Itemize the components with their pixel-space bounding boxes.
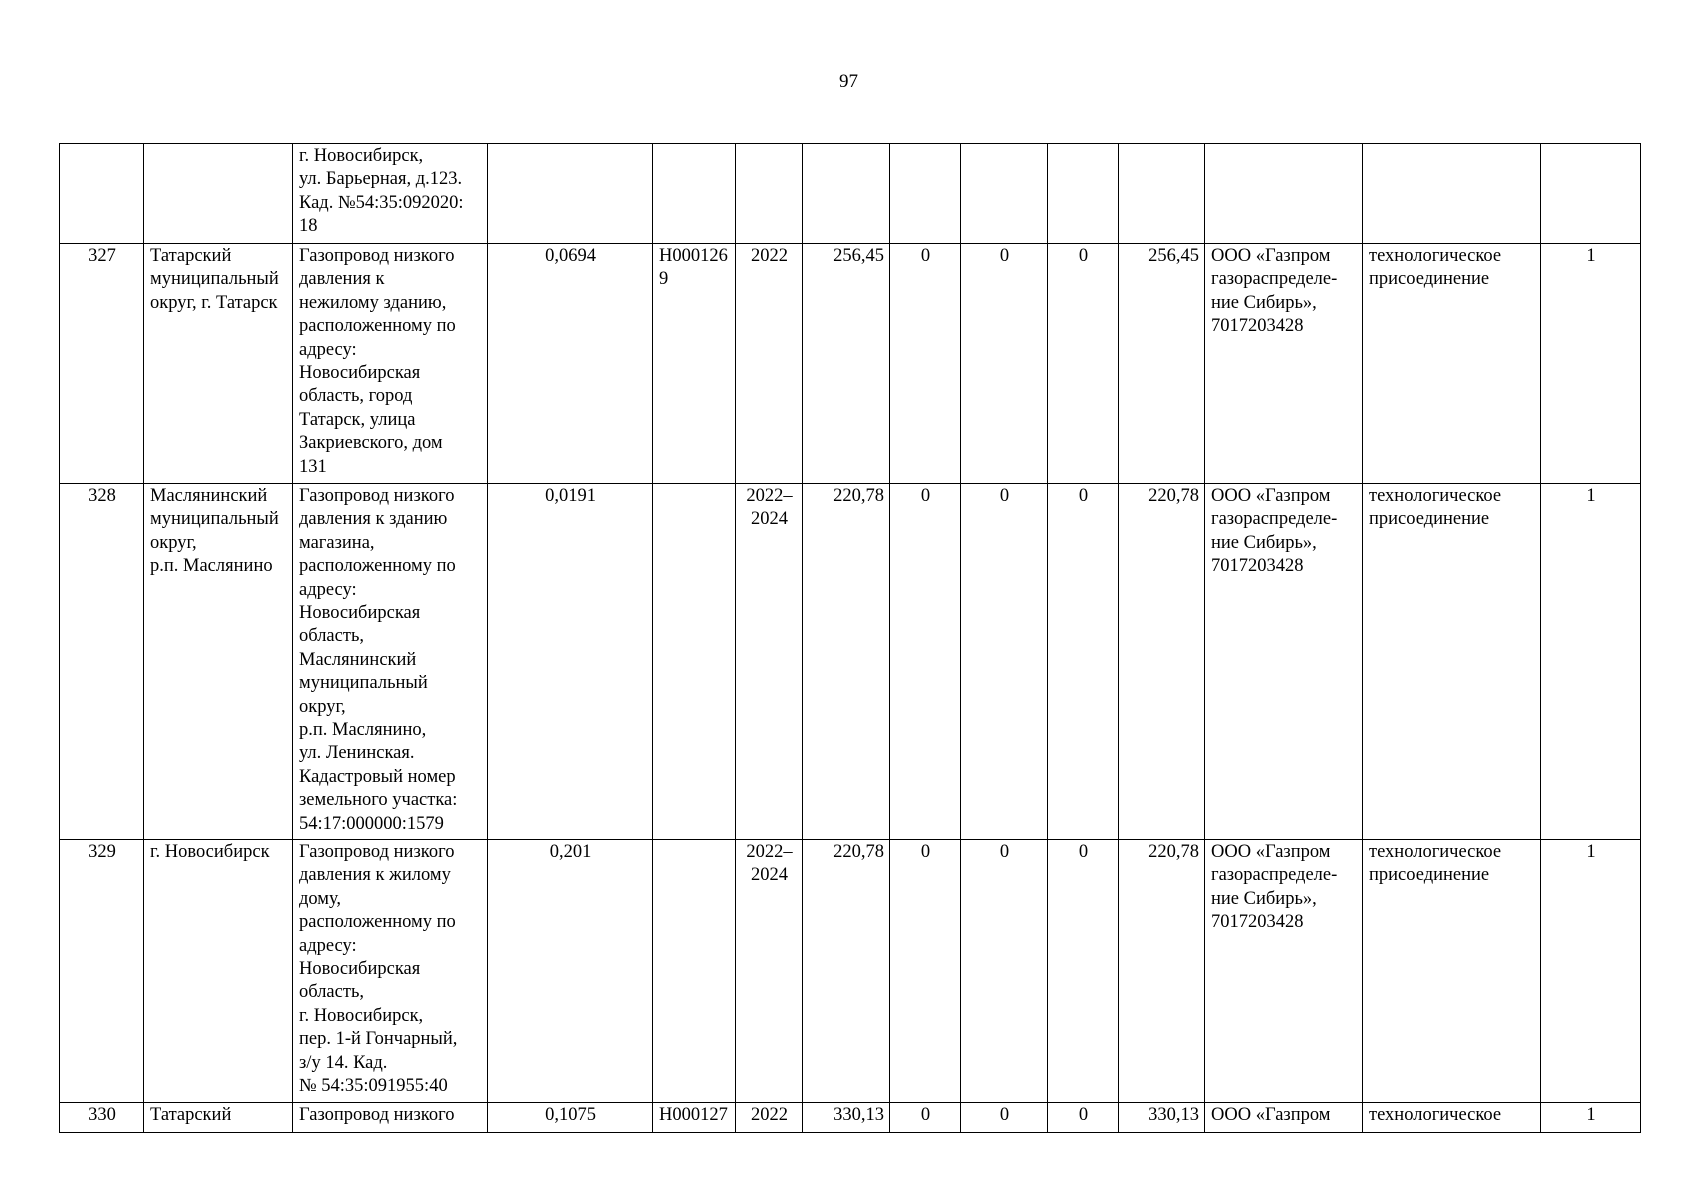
cell-organization-line: газораспределе- [1211, 865, 1338, 886]
cell-organization-line: 7017203428 [1211, 556, 1304, 577]
cell-length: 0,0191 [488, 484, 653, 840]
cell-description-line: область, [299, 982, 365, 1003]
cell-description-line: Маслянинский [299, 649, 417, 670]
cell-description-line: Новосибирская [299, 959, 421, 980]
cell-organization [1205, 244, 1363, 484]
cell-purpose [1363, 244, 1541, 484]
cell-purpose-line: присоединение [1369, 865, 1490, 886]
table-row [60, 484, 1641, 840]
cell-organization-line: ООО «Газпром [1211, 1105, 1331, 1125]
cell-count: 1 [1541, 484, 1641, 840]
cell-organization-line: ние Сибирь», [1211, 532, 1317, 553]
cell-value-3: 0 [1048, 484, 1119, 840]
cell-district-line: г. Новосибирск [150, 842, 270, 862]
cell-value-1: 0 [890, 484, 961, 840]
cell-description-line: 18 [299, 216, 318, 237]
cell-purpose-line: присоединение [1369, 269, 1490, 290]
cell-district-line: муниципальный [150, 269, 279, 290]
cell-district-line: Татарский [150, 1105, 232, 1125]
cell-purpose-line: технологическое [1369, 1105, 1502, 1125]
cell-description-line: ул. Барьерная, д.123. [299, 169, 463, 190]
cell-district-line: муниципальный [150, 509, 279, 530]
cell-value-1 [890, 144, 961, 244]
cell-years [736, 840, 803, 1103]
cell-count: 1 [1541, 840, 1641, 1103]
cell-years-line: 2022 [751, 1105, 788, 1125]
cell-organization-line: 7017203428 [1211, 912, 1304, 933]
cell-code [653, 840, 736, 1103]
cell-count [1541, 144, 1641, 244]
cell-purpose-line: технологическое [1369, 486, 1502, 506]
cell-value-3: 0 [1048, 840, 1119, 1103]
cell-description-line: Газопровод низкого [299, 1105, 455, 1125]
cell-code-line: Н000127 [659, 1105, 728, 1125]
cell-description-line: Газопровод низкого [299, 842, 455, 862]
cell-years [736, 1103, 803, 1133]
table-row [60, 840, 1641, 1103]
cell-district [144, 484, 293, 840]
cell-organization [1205, 144, 1363, 244]
cell-value-4: 220,78 [1119, 840, 1205, 1103]
cell-description-line: муниципальный [299, 673, 428, 694]
cell-organization-line: газораспределе- [1211, 269, 1338, 290]
cell-years [736, 484, 803, 840]
cell-district [144, 144, 293, 244]
table-body [60, 144, 1641, 1133]
cell-description-line: область, город [299, 386, 413, 407]
cell-district-line: округ, г. Татарск [150, 292, 278, 313]
cell-value-3 [1048, 144, 1119, 244]
cell-value-2: 0 [961, 484, 1048, 840]
cell-purpose [1363, 484, 1541, 840]
cell-description-line: № 54:35:091955:40 [299, 1076, 448, 1097]
cell-description-line: расположенному по [299, 556, 456, 577]
cell-organization [1205, 840, 1363, 1103]
cell-description-line: адресу: [299, 935, 357, 956]
cell-length: 0,0694 [488, 244, 653, 484]
cell-total: 220,78 [803, 840, 890, 1103]
cell-organization-line: ООО «Газпром [1211, 842, 1331, 862]
cell-description-line: 54:17:000000:1579 [299, 813, 444, 834]
cell-description-line: пер. 1-й Гончарный, [299, 1029, 458, 1050]
cell-value-2: 0 [961, 244, 1048, 484]
cell-code [653, 1103, 736, 1133]
cell-years-line: 2024 [751, 865, 788, 886]
cell-years [736, 144, 803, 244]
cell-description-line: округ, [299, 696, 346, 717]
cell-description-line: Новосибирская [299, 603, 421, 624]
cell-description-line: р.п. Маслянино, [299, 720, 427, 741]
cell-district [144, 244, 293, 484]
table-row [60, 1103, 1641, 1133]
cell-years-line: 2022 [751, 246, 788, 266]
cell-number: 327 [60, 244, 144, 484]
cell-description-line: адресу: [299, 339, 357, 360]
cell-description-line: Новосибирская [299, 363, 421, 384]
cell-organization-line: ООО «Газпром [1211, 246, 1331, 266]
cell-value-4: 220,78 [1119, 484, 1205, 840]
cell-organization-line: ООО «Газпром [1211, 486, 1331, 506]
cell-value-1: 0 [890, 244, 961, 484]
cell-district-line: Маслянинский [150, 486, 268, 506]
cell-organization-line: 7017203428 [1211, 316, 1304, 337]
cell-description-line: з/у 14. Кад. [299, 1052, 388, 1073]
cell-value-1: 0 [890, 840, 961, 1103]
cell-description [293, 840, 488, 1103]
table-row [60, 144, 1641, 244]
cell-district [144, 840, 293, 1103]
cell-number: 330 [60, 1103, 144, 1133]
cell-number [60, 144, 144, 244]
cell-total: 220,78 [803, 484, 890, 840]
cell-code [653, 244, 736, 484]
cell-code-line: Н000126 [659, 246, 728, 266]
cell-description-line: г. Новосибирск, [299, 146, 424, 166]
cell-description-line: расположенному по [299, 912, 456, 933]
cell-purpose-line: присоединение [1369, 509, 1490, 530]
cell-purpose [1363, 840, 1541, 1103]
cell-description-line: Газопровод низкого [299, 246, 455, 266]
cell-description [293, 1103, 488, 1133]
cell-description-line: ул. Ленинская. [299, 743, 415, 764]
cell-description-line: 131 [299, 456, 327, 477]
cell-count: 1 [1541, 1103, 1641, 1133]
cell-number: 328 [60, 484, 144, 840]
cell-length: 0,201 [488, 840, 653, 1103]
cell-total: 330,13 [803, 1103, 890, 1133]
cell-description-line: г. Новосибирск, [299, 1005, 424, 1026]
cell-description-line: Кад. №54:35:092020: [299, 192, 464, 213]
cell-length [488, 144, 653, 244]
cell-description-line: расположенному по [299, 316, 456, 337]
cell-description-line: Кадастровый номер [299, 766, 456, 787]
cell-description-line: давления к жилому [299, 865, 451, 886]
table-row [60, 244, 1641, 484]
cell-description-line: Закриевского, дом [299, 433, 443, 454]
page-number: 97 [839, 71, 858, 92]
cell-total [803, 144, 890, 244]
cell-years-line: 2022– [746, 842, 793, 862]
cell-description-line: магазина, [299, 532, 375, 553]
cell-total: 256,45 [803, 244, 890, 484]
cell-purpose-line: технологическое [1369, 842, 1502, 862]
cell-years-line: 2024 [751, 509, 788, 530]
cell-code [653, 144, 736, 244]
cell-value-3: 0 [1048, 1103, 1119, 1133]
cell-value-1: 0 [890, 1103, 961, 1133]
cell-organization-line: газораспределе- [1211, 509, 1338, 530]
cell-description-line: адресу: [299, 579, 357, 600]
cell-years-line: 2022– [746, 486, 793, 506]
cell-description [293, 244, 488, 484]
cell-code [653, 484, 736, 840]
cell-description [293, 144, 488, 244]
cell-organization-line: ние Сибирь», [1211, 292, 1317, 313]
cell-description-line: дому, [299, 888, 342, 909]
cell-district [144, 1103, 293, 1133]
cell-description [293, 484, 488, 840]
cell-organization [1205, 1103, 1363, 1133]
cell-organization-line: ние Сибирь», [1211, 888, 1317, 909]
cell-organization [1205, 484, 1363, 840]
cell-count: 1 [1541, 244, 1641, 484]
cell-district-line: округ, [150, 532, 197, 553]
registry-table [59, 143, 1641, 1133]
cell-description-line: нежилому зданию, [299, 292, 447, 313]
cell-description-line: земельного участка: [299, 790, 458, 811]
cell-description-line: давления к зданию [299, 509, 448, 530]
cell-purpose-line: технологическое [1369, 246, 1502, 266]
cell-value-2: 0 [961, 1103, 1048, 1133]
cell-value-2: 0 [961, 840, 1048, 1103]
cell-code-line: 9 [659, 269, 669, 290]
cell-description-line: область, [299, 626, 365, 647]
cell-value-4: 330,13 [1119, 1103, 1205, 1133]
cell-years [736, 244, 803, 484]
cell-value-2 [961, 144, 1048, 244]
cell-number: 329 [60, 840, 144, 1103]
cell-purpose [1363, 144, 1541, 244]
cell-length: 0,1075 [488, 1103, 653, 1133]
cell-district-line: р.п. Маслянино [150, 556, 273, 577]
cell-district-line: Татарский [150, 246, 232, 266]
cell-description-line: Татарск, улица [299, 409, 416, 430]
cell-value-4: 256,45 [1119, 244, 1205, 484]
cell-value-4 [1119, 144, 1205, 244]
cell-value-3: 0 [1048, 244, 1119, 484]
cell-description-line: Газопровод низкого [299, 486, 455, 506]
cell-description-line: давления к [299, 269, 385, 290]
cell-purpose [1363, 1103, 1541, 1133]
